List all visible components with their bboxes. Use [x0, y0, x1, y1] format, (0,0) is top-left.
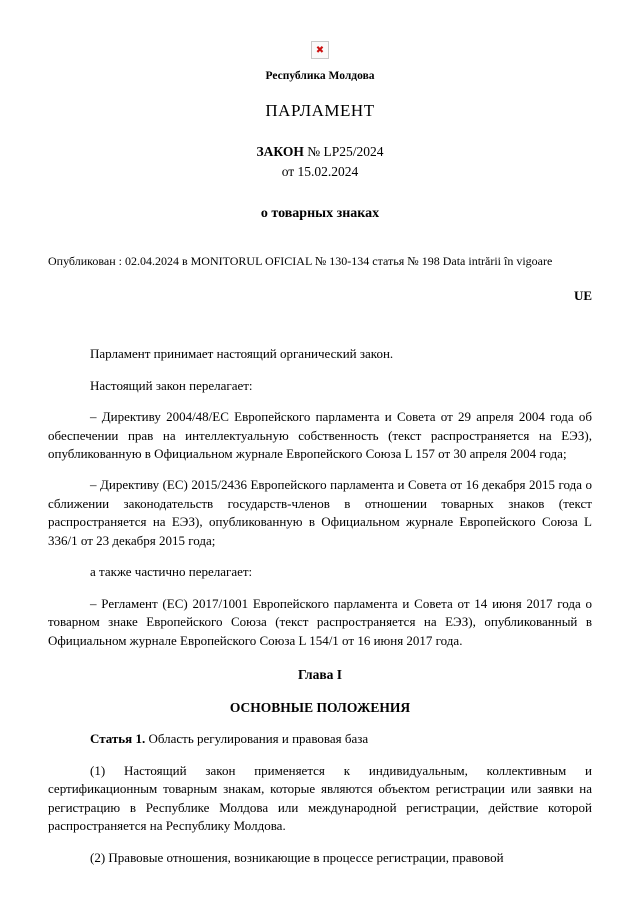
broken-image-row	[48, 40, 592, 59]
preamble-directive-2015-2436: – Директиву (ЕС) 2015/2436 Европейского парламента и Совета от 16 декабря 2015 года о сближении законодательств государств-членов в отношении товарных знаков (текст распространяется на ЕЭЗ), опубликованную в Официальном журнале Европейского Союза L 336/1 от 23 декабря 2015 года;	[48, 477, 592, 548]
broken-image-icon	[311, 41, 329, 59]
article-1-label: Статья 1.	[90, 731, 146, 747]
law-number-line	[48, 142, 592, 161]
article-1-title: Область регулирования и правовая база	[145, 731, 369, 747]
preamble-regulation-2017-1001: – Регламент (ЕС) 2017/1001 Европейского парламента и Совета от 14 июня 2017 года о товарном знаке Европейского Союза (текст распространяется на ЕЭЗ), опубликованный в Официальном журнале Европейского Союза L 154/1 от 16 июня 2017 года.	[48, 595, 592, 648]
article-1-paragraph-1: (1) Настоящий закон применяется к индивидуальным, коллективным и сертификационным товарным знакам, которые являются объектом регистрации или заявки на регистрацию в Республике Молдова или международной регистрации, действие которой распространяется на Республику Молдова.	[48, 762, 592, 834]
preamble-paragraph-1: Парламент принимает настоящий органический закон.	[90, 346, 394, 362]
law-date: от 15.02.2024	[281, 163, 359, 179]
preamble-paragraph-partial: а также частично перелагает:	[90, 564, 253, 580]
chapter-title: ОСНОВНЫЕ ПОЛОЖЕНИЯ	[229, 700, 411, 716]
chapter-heading: Глава I	[297, 667, 343, 683]
publication-info: Опубликован : 02.04.2024 в MONITORUL OFICIAL № 130-134 статья № 198 Data intrării în vigoare	[48, 253, 553, 268]
country-title: Республика Молдова	[265, 70, 375, 83]
law-number: № LP25/2024	[303, 144, 384, 160]
broken-image-x-glyph: ✖	[315, 45, 325, 57]
preamble-paragraph-2: Настоящий закон перелагает:	[90, 377, 253, 393]
law-subject-title: о товарных знаках	[260, 205, 380, 221]
article-1-heading	[48, 730, 592, 748]
preamble-directive-2004-48: – Директиву 2004/48/ЕС Европейского парламента и Совета от 29 апреля 2004 года об обеспечении прав на интеллектуальную собственность (текст распространяется на ЕЭЗ), опубликованную в Официальном журнале Европейского Союза L 157 от 30 апреля 2004 года;	[48, 409, 592, 461]
ue-label: UE	[573, 287, 592, 303]
article-1-paragraph-2: (2) Правовые отношения, возникающие в процессе регистрации, правовой	[90, 849, 504, 865]
institution-title: ПАРЛАМЕНТ	[265, 101, 375, 121]
law-label: ЗАКОН	[256, 144, 304, 160]
